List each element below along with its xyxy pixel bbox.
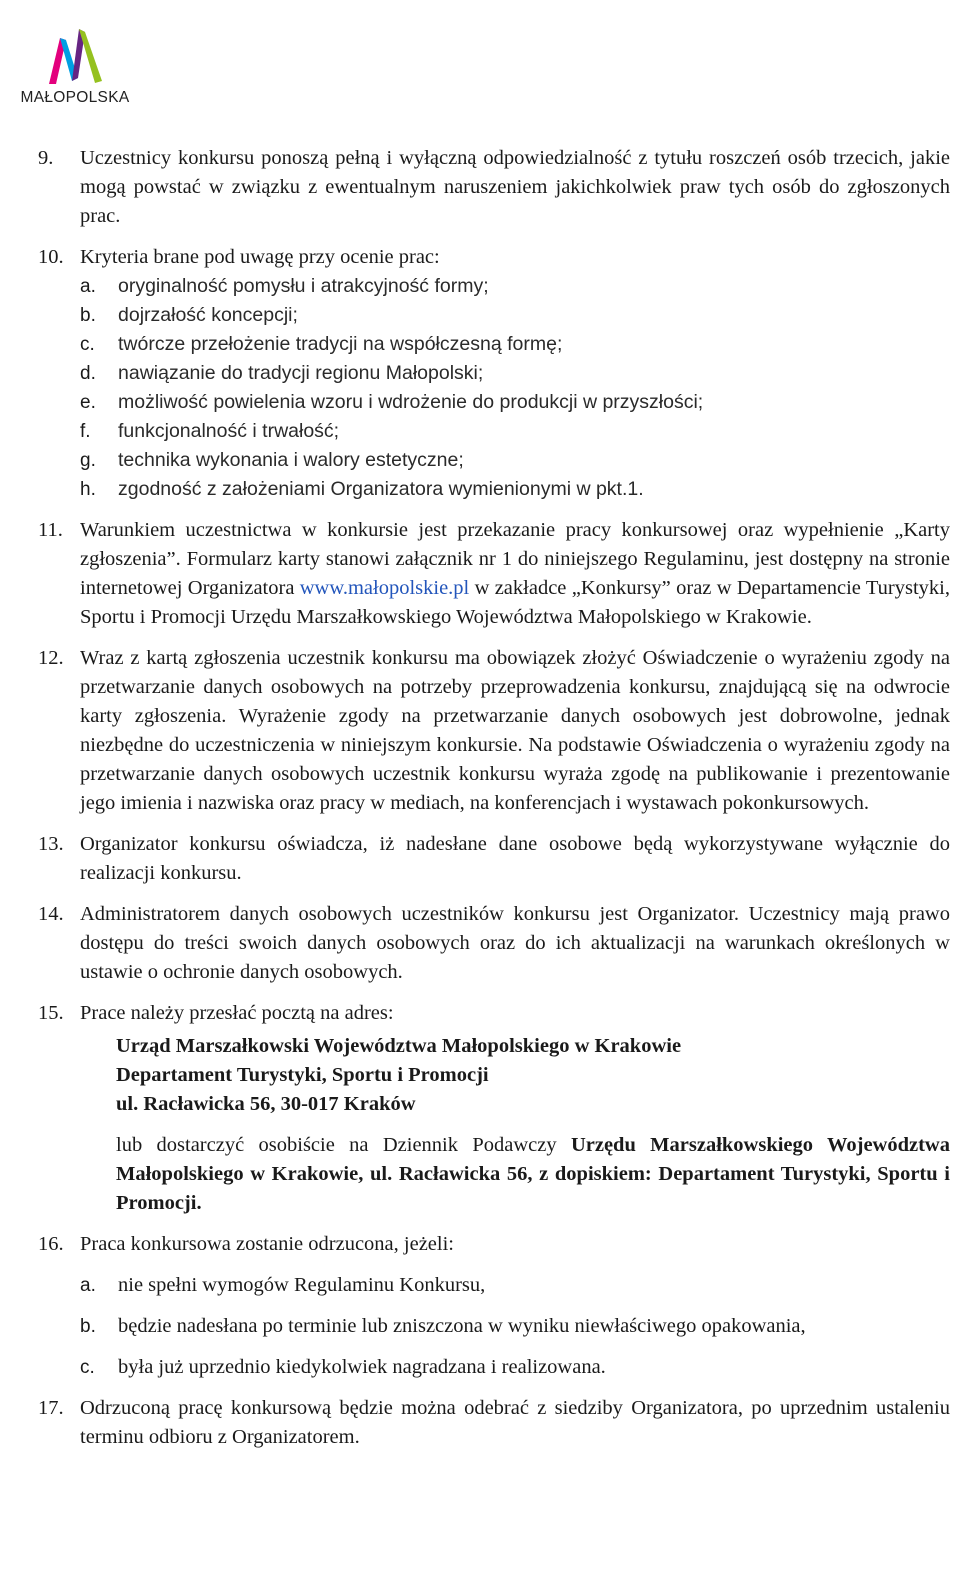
postal-address: [80, 1032, 950, 1119]
list-text: funkcjonalność i trwałość;: [118, 420, 340, 442]
list-item: [80, 359, 950, 388]
item-text: Odrzuconą pracę konkursową będzie można odebrać z siedziby Organizatora, po uprzednim ustaleniu terminu odbioru z Organizatorem.: [80, 1397, 950, 1448]
delivery-text-part: lub dostarczyć osobiście na Dziennik Podawczy: [116, 1134, 571, 1156]
rejection-list: [80, 1271, 950, 1382]
item-text: Organizator konkursu oświadcza, iż nadesłane dane osobowe będą wykorzystywane wyłącznie do realizacji konkursu.: [80, 833, 950, 884]
logo-text: MAŁOPOLSKA: [20, 89, 130, 106]
list-letter: e.: [80, 392, 96, 413]
item-number: 15.: [38, 1002, 64, 1024]
list-letter: f.: [80, 421, 91, 442]
list-letter: c.: [80, 334, 95, 355]
item-text-part: w zakładce „Konkursy” oraz w Departamencie Turystyki, Sportu i Promocji Urzędu Marszałkowskiego Województwa Małopolskiego w Krakowie.: [80, 577, 950, 628]
list-item: [80, 417, 950, 446]
list-text: oryginalność pomysłu i atrakcyjność formy;: [118, 275, 489, 297]
list-text: twórcze przełożenie tradycji na współczesną formę;: [118, 333, 563, 355]
item-17: [38, 1394, 950, 1452]
list-item: [80, 301, 950, 330]
item-15: [38, 999, 950, 1218]
item-text-part: Warunkiem uczestnictwa w konkursie jest przekazanie pracy konkursowej oraz wypełnienie „Karty zgłoszenia”. Formularz karty stanowi załącznik nr 1 do niniejszego Regulaminu, jest dostępny na stronie internetowej Organizatora: [80, 519, 950, 599]
list-letter: a.: [80, 276, 96, 297]
list-item: [80, 388, 950, 417]
list-item: [80, 272, 950, 301]
item-number: 12.: [38, 647, 64, 669]
item-9: [38, 144, 950, 231]
item-text: Praca konkursowa zostanie odrzucona, jeżeli:: [80, 1233, 454, 1255]
list-letter: h.: [80, 479, 96, 500]
item-11: [38, 516, 950, 632]
item-number: 9.: [38, 147, 54, 169]
malopolska-m-icon: [47, 26, 105, 86]
criteria-list: [80, 272, 950, 504]
item-text: Uczestnicy konkursu ponoszą pełną i wyłączną odpowiedzialność z tytułu roszczeń osób trzecich, jakie mogą powstać w związku z ewentualnym naruszeniem jakichkolwiek praw tych osób do zgłoszonych prac.: [80, 147, 950, 227]
list-text: była już uprzednio kiedykolwiek nagradzana i realizowana.: [118, 1356, 606, 1378]
item-text: [80, 516, 950, 632]
list-letter: b.: [80, 305, 96, 326]
item-16: [38, 1230, 950, 1382]
list-letter: c.: [80, 1357, 95, 1378]
item-13: [38, 830, 950, 888]
item-12: [38, 644, 950, 818]
item-text: Wraz z kartą zgłoszenia uczestnik konkursu ma obowiązek złożyć Oświadczenie o wyrażeniu zgody na przetwarzanie danych osobowych na potrzeby przeprowadzenia konkursu, znajdującą się na odwrocie karty zgłoszenia. Wyrażenie zgody na przetwarzanie danych osobowych jest dobrowolne, jednak niezbędne do uczestniczenia w niniejszym konkursie. Na podstawie Oświadczenia o wyrażeniu zgody na przetwarzanie danych osobowych uczestnik konkursu wyraża zgodę na publikowanie i prezentowanie jego imienia i nazwiska oraz pracy w mediach, na konferencjach i wystawach pokonkursowych.: [80, 647, 950, 814]
list-letter: a.: [80, 1275, 96, 1296]
delivery-text: [80, 1131, 950, 1218]
list-item: [80, 330, 950, 359]
list-item: [80, 475, 950, 504]
website-link[interactable]: www.małopolskie.pl: [299, 577, 470, 599]
list-item: [80, 446, 950, 475]
item-number: 16.: [38, 1233, 64, 1255]
list-text: możliwość powielenia wzoru i wdrożenie do produkcji w przyszłości;: [118, 391, 704, 413]
list-letter: b.: [80, 1316, 96, 1337]
item-number: 17.: [38, 1397, 64, 1419]
list-text: zgodność z założeniami Organizatora wymienionymi w pkt.1.: [118, 478, 644, 500]
list-letter: d.: [80, 363, 96, 384]
list-item: [80, 1353, 950, 1382]
list-item: [80, 1271, 950, 1300]
item-number: 10.: [38, 246, 64, 268]
delivery-address-bold: Urzędu Marszałkowskiego Województwa Małopolskiego w Krakowie, ul. Racławicka 56, z dopiskiem: Departament Turystyki, Sportu i Promocji.: [116, 1134, 950, 1214]
list-item: [80, 1312, 950, 1341]
list-letter: g.: [80, 450, 96, 471]
list-text: nie spełni wymogów Regulaminu Konkursu,: [118, 1274, 486, 1296]
item-text: Kryteria brane pod uwagę przy ocenie prac:: [80, 246, 440, 268]
list-text: dojrzałość koncepcji;: [118, 304, 298, 326]
item-number: 14.: [38, 903, 64, 925]
item-text: Prace należy przesłać pocztą na adres:: [80, 1002, 394, 1024]
regulation-content: [38, 144, 950, 1452]
list-text: technika wykonania i walory estetyczne;: [118, 449, 464, 471]
item-number: 11.: [38, 519, 63, 541]
address-line: ul. Racławicka 56, 30-017 Kraków: [116, 1093, 416, 1115]
address-line: Urząd Marszałkowski Województwa Małopolskiego w Krakowie: [116, 1035, 682, 1057]
item-14: [38, 900, 950, 987]
item-number: 13.: [38, 833, 64, 855]
list-text: nawiązanie do tradycji regionu Małopolski;: [118, 362, 484, 384]
malopolska-logo: [14, 26, 136, 110]
list-text: będzie nadesłana po terminie lub zniszczona w wyniku niewłaściwego opakowania,: [118, 1315, 806, 1337]
item-text: Administratorem danych osobowych uczestników konkursu jest Organizator. Uczestnicy mają prawo dostępu do treści swoich danych osobowych oraz do ich aktualizacji na warunkach określonych w ustawie o ochronie danych osobowych.: [80, 903, 950, 983]
address-line: Departament Turystyki, Sportu i Promocji: [116, 1064, 489, 1086]
item-10: [38, 243, 950, 504]
